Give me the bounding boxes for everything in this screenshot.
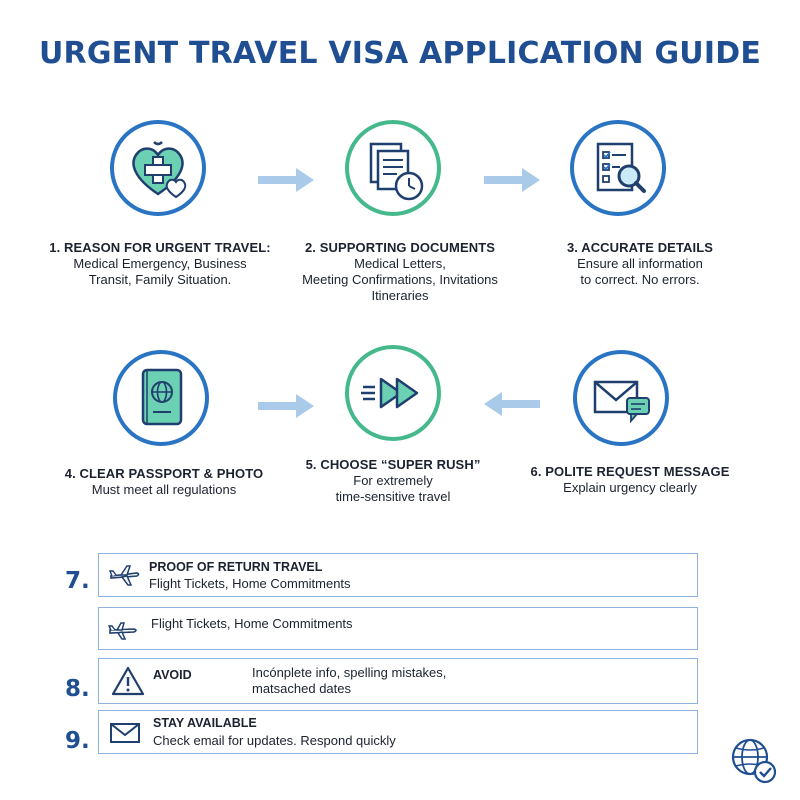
step-3 — [520, 240, 760, 288]
step-3-line: Ensure all information — [577, 256, 703, 271]
box-title: PROOF OF RETURN TRAVEL — [149, 560, 323, 574]
box-flight-tickets — [98, 607, 698, 650]
globe-check-icon — [728, 735, 780, 787]
arrow-right-icon — [484, 168, 540, 192]
arrow-left-icon — [484, 392, 540, 416]
step-2-line: Meeting Confirmations, Invitations — [302, 272, 498, 287]
box-avoid — [98, 658, 698, 704]
box-text — [252, 665, 446, 697]
arrow-right-icon — [258, 394, 314, 418]
step-3-icon-circle — [570, 120, 666, 216]
step-4-icon-circle — [113, 350, 209, 446]
step-4 — [44, 466, 284, 498]
box-text: Flight Tickets, Home Commitments — [151, 616, 353, 631]
airplane-icon — [107, 618, 139, 642]
step-2 — [280, 240, 520, 304]
step-5-heading: 5. CHOOSE “SUPER RUSH” — [305, 457, 481, 472]
step-2-heading: 2. SUPPORTING DOCUMENTS — [304, 240, 496, 255]
step-6 — [510, 464, 750, 496]
box-text-line: Incónplete info, spelling mistakes, — [252, 665, 447, 680]
step-3-heading: 3. ACCURATE DETAILS — [566, 240, 714, 255]
box-text: Check email for updates. Respond quickly — [153, 733, 396, 748]
box-stay-available — [98, 710, 698, 754]
envelope-chat-icon — [577, 354, 665, 442]
step-6-heading: 6. POLITE REQUEST MESSAGE — [530, 464, 730, 479]
step-1 — [40, 240, 280, 288]
step-1-icon-circle — [110, 120, 206, 216]
warning-icon — [111, 665, 145, 697]
step-9-number: 9. — [65, 728, 90, 754]
step-1-line: Medical Emergency, Business — [73, 256, 247, 271]
box-title: STAY AVAILABLE — [153, 716, 257, 730]
step-5-line: For extremely — [353, 473, 433, 488]
step-6-icon-circle — [573, 350, 669, 446]
step-7-number: 7. — [65, 568, 90, 594]
envelope-icon — [109, 722, 141, 744]
step-5 — [273, 457, 513, 505]
box-title: AVOID — [153, 668, 192, 682]
step-6-line: Explain urgency clearly — [563, 480, 697, 495]
arrow-right-icon — [258, 168, 314, 192]
step-3-line: to correct. No errors. — [580, 272, 700, 287]
page-title: URGENT TRAVEL VISA APPLICATION GUIDE — [38, 36, 762, 71]
step-1-heading: 1. REASON FOR URGENT TRAVEL: — [49, 240, 271, 255]
box-text-line: matsached dates — [252, 681, 352, 696]
heart-medical-icon — [114, 124, 202, 212]
step-5-icon-circle — [345, 345, 441, 441]
step-8-number: 8. — [65, 676, 90, 702]
airplane-icon — [109, 563, 141, 587]
step-4-heading: 4. CLEAR PASSPORT & PHOTO — [64, 466, 264, 481]
box-text: Flight Tickets, Home Commitments — [149, 576, 351, 591]
documents-clock-icon — [349, 124, 437, 212]
passport-icon — [117, 354, 205, 442]
step-2-line: Medical Letters, — [354, 256, 446, 271]
box-proof-of-return — [98, 553, 698, 597]
fast-forward-icon — [349, 349, 437, 437]
step-2-line: Itineraries — [371, 288, 429, 303]
step-1-line: Transit, Family Situation. — [88, 272, 232, 287]
step-5-line: time-sensitive travel — [335, 489, 451, 504]
step-2-icon-circle — [345, 120, 441, 216]
checklist-magnifier-icon — [574, 124, 662, 212]
step-4-line: Must meet all regulations — [91, 482, 237, 497]
